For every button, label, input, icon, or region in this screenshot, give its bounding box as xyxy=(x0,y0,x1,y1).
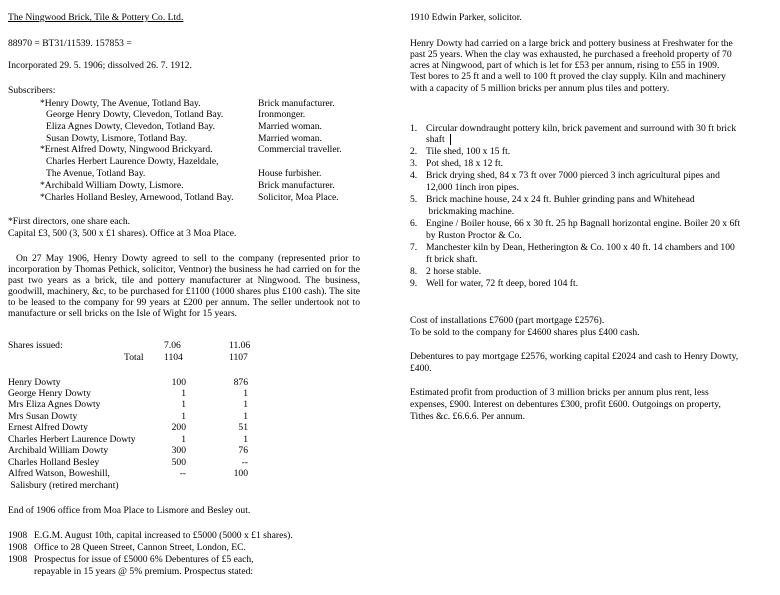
paragraph-line: Tithes &c. £6.6.6. Per annum. xyxy=(410,411,526,422)
paragraph-line: with a capacity of 5 million bricks per annum plus tiles and pottery. xyxy=(410,83,670,94)
shareholder-name: Mrs Eliza Agnes Dowty xyxy=(8,399,101,410)
subscriber-role: House furbisher. xyxy=(258,168,322,179)
shareholder-name: Charles Holland Besley xyxy=(8,457,100,468)
subscriber-role: Commercial traveller. xyxy=(258,144,342,155)
list-item-line: brickmaking machine. xyxy=(426,206,515,217)
paragraph-line: expenses, £900. Interest on debentures £300, profit £600. Outgoings on property, xyxy=(410,399,721,410)
paragraph-line: acres at Ningwood, part of which is let for £53 per annum, rising to £55 in 1909. xyxy=(410,60,720,71)
shareholder-name: Mrs Susan Dowty xyxy=(8,411,78,422)
sale-line: To be sold to the company for £4600 shares plus £400 cash. xyxy=(410,327,640,338)
shares-value-2: 1 xyxy=(243,434,248,445)
text-cursor xyxy=(450,134,451,145)
shareholder-name: Charles Herbert Laurence Dowty xyxy=(8,434,136,445)
subscriber-name: *Archibald William Dowty, Lismore. xyxy=(40,180,184,191)
list-number: 6. xyxy=(410,218,418,229)
list-number: 9. xyxy=(410,278,418,289)
shares-value-1: 500 xyxy=(171,457,186,468)
shares-value-1: 200 xyxy=(171,422,186,433)
shares-value-2: 1 xyxy=(243,399,248,410)
event-text: Prospectus for issue of £5000 6% Debentures of £5 each, xyxy=(34,554,254,565)
list-item-line: Circular downdraught pottery kiln, brick pavement and surround with 30 ft brick xyxy=(426,123,737,134)
list-item-line: Pot shed, 18 x 12 ft. xyxy=(426,158,504,169)
list-item-line: Manchester kiln by Dean, Hetherington & Co. 100 x 40 ft. 14 chambers and 100 xyxy=(426,242,735,253)
shares-value-1: -- xyxy=(179,468,186,479)
shares-total-1: 1104 xyxy=(164,352,183,363)
capital-line: Capital £3, 500 (3, 500 x £1 shares). Office at 3 Moa Place. xyxy=(8,228,237,239)
shareholder-name: George Henry Dowty xyxy=(8,388,91,399)
subscriber-name: *Charles Holland Besley, Arnewood, Totland Bay. xyxy=(40,192,234,203)
solicitor-line: 1910 Edwin Parker, solicitor. xyxy=(410,12,522,23)
subscriber-role: Brick manufacturer. xyxy=(258,180,335,191)
shares-value-2: -- xyxy=(241,457,248,468)
shares-value-1: 1 xyxy=(181,399,186,410)
subscriber-name: *Henry Dowty, The Avenue, Totland Bay. xyxy=(40,98,201,109)
list-item-line: 2 horse stable. xyxy=(426,266,482,277)
incorporation-dates: Incorporated 29. 5. 1906; dissolved 26. 7. 1912. xyxy=(8,60,192,71)
subscriber-role: Ironmonger. xyxy=(258,109,306,120)
subscriber-name: The Avenue, Totland Bay. xyxy=(46,168,146,179)
registry-refs: 88970 = BT31/11539. 157853 = xyxy=(8,38,132,49)
list-number: 8. xyxy=(410,266,418,277)
company-title: The Ningwood Brick, Tile & Pottery Co. Ltd. xyxy=(8,12,184,23)
list-item-line: 12,000 1inch iron pipes. xyxy=(426,182,519,193)
list-item-line: Tile shed, 100 x 15 ft. xyxy=(426,146,511,157)
shares-value-1: 100 xyxy=(171,377,186,388)
shares-value-2: 100 xyxy=(233,468,248,479)
list-item-line: Brick machine house, 24 x 24 ft. Buhler grinding pans and Whitehead xyxy=(426,194,695,205)
subscriber-role: Married woman. xyxy=(258,121,322,132)
event-year: 1908 xyxy=(8,542,28,553)
list-number: 4. xyxy=(410,170,418,181)
list-item-line: Well for water, 72 ft deep, bored 104 ft. xyxy=(426,278,579,289)
paragraph-line: Henry Dowty had carried on a large brick and pottery business at Freshwater for the xyxy=(410,38,733,49)
shares-value-2: 1 xyxy=(243,411,248,422)
list-item-line: ft brick shaft. xyxy=(426,254,478,265)
debentures-line: £400. xyxy=(410,363,432,374)
agreement-paragraph: On 27 May 1906, Henry Dowty agreed to sell to the company (represented prior to incorporation by Thomas Pethick, solicitor, Ventnor) the business he had carried on for the past two years as a brick, tile and pottery manufacturer at Ningwood. The business, goodwill, machinery, &c, to be purchased for £1100 (1000 shares plus £100 cash). The site to be leased to the company for 99 years at £200 per annum. The seller undertook not to manufacture or sell bricks on the Isle of Wight for 15 years. xyxy=(8,253,360,319)
cost-line: Cost of installations £7600 (part mortgage £2576). xyxy=(410,315,605,326)
event-text: E.G.M. August 10th, capital increased to £5000 (5000 x £1 shares). xyxy=(34,530,293,541)
shares-value-1: 1 xyxy=(181,434,186,445)
subscribers-heading: Subscribers: xyxy=(8,85,56,96)
subscriber-role: Brick manufacturer. xyxy=(258,98,335,109)
subscriber-name: Susan Dowty, Lismore, Totland Bay. xyxy=(46,133,188,144)
shares-value-2: 876 xyxy=(233,377,248,388)
shares-value-1: 1 xyxy=(181,411,186,422)
directors-note: *First directors, one share each. xyxy=(8,216,131,227)
shareholder-name: Archibald William Dowty xyxy=(8,445,109,456)
shareholder-name: Alfred Watson, Boweshill, xyxy=(8,468,110,479)
paragraph-line: Estimated profit from production of 3 million bricks per annum plus rent, less xyxy=(410,387,709,398)
list-item-line: Engine / Boiler house, 66 x 30 ft. 25 hp Bagnall horizontal engine. Boiler 20 x 6ft xyxy=(426,218,741,229)
paragraph-line: past 25 years. When the clay was exhausted, he purchased a freehold property of 70 xyxy=(410,49,732,60)
paragraph-line: Test bores to 25 ft and a well to 100 ft proved the clay supply. Kiln and machinery xyxy=(410,71,726,82)
shareholder-name: Henry Dowty xyxy=(8,377,61,388)
subscriber-name: Charles Herbert Laurence Dowty, Hazeldale, xyxy=(46,156,219,167)
list-number: 7. xyxy=(410,242,418,253)
shares-date-1: 7.06 xyxy=(164,340,181,351)
shares-value-2: 76 xyxy=(238,445,248,456)
event-text: Office to 28 Queen Street, Cannon Street, London, EC. xyxy=(34,542,246,553)
event-year: 1908 xyxy=(8,554,28,565)
subscriber-name: *Ernest Alfred Dowty, Ningwood Brickyard. xyxy=(40,144,213,155)
event-year: 1908 xyxy=(8,530,28,541)
subscriber-role: Solicitor, Moa Place. xyxy=(258,192,339,203)
list-item-line: shaft xyxy=(426,134,445,145)
list-item-line: Brick drying shed, 84 x 73 ft over 7000 pierced 3 inch agricultural pipes and xyxy=(426,170,720,181)
subscriber-name: Eliza Agnes Dowty, Clevedon, Totland Bay. xyxy=(46,121,215,132)
subscriber-role: Married woman. xyxy=(258,133,322,144)
shares-value-2: 51 xyxy=(238,422,248,433)
shareholder-name: Ernest Alfred Dowty xyxy=(8,422,88,433)
end-1906-note: End of 1906 office from Moa Place to Lismore and Besley out. xyxy=(8,505,251,516)
list-item-line: by Ruston Proctor & Co. xyxy=(426,230,522,241)
shares-value-1: 300 xyxy=(171,445,186,456)
shares-value-1: 1 xyxy=(181,388,186,399)
shares-date-2: 11.06 xyxy=(229,340,251,351)
shares-total-2: 1107 xyxy=(229,352,248,363)
list-number: 3. xyxy=(410,158,418,169)
event-text: repayable in 15 years @ 5% premium. Prospectus stated: xyxy=(34,566,254,577)
shares-total-label: Total xyxy=(124,352,144,363)
list-number: 2. xyxy=(410,146,418,157)
shares-heading: Shares issued: xyxy=(8,340,63,351)
list-number: 5. xyxy=(410,194,418,205)
shareholder-name: Salisbury (retired merchant) xyxy=(8,480,119,491)
debentures-line: Debentures to pay mortgage £2576, working capital £2024 and cash to Henry Dowty, xyxy=(410,351,739,362)
subscriber-name: George Henry Dowty, Clevedon, Totland Bay. xyxy=(46,109,224,120)
list-number: 1. xyxy=(410,123,418,134)
shares-value-2: 1 xyxy=(243,388,248,399)
